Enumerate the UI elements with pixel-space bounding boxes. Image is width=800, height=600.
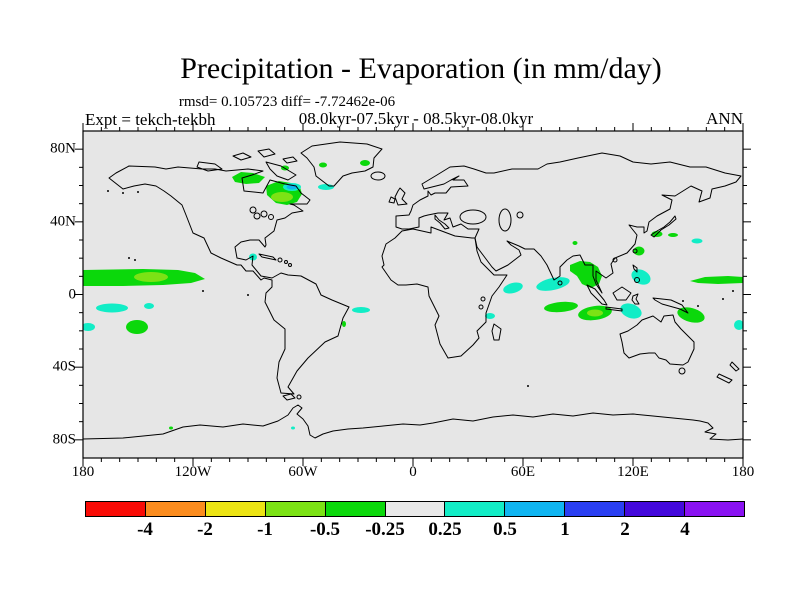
colorbar-boundary-label: -0.5 — [309, 519, 341, 540]
anomaly-region — [360, 160, 370, 166]
colorbar-cell — [684, 501, 745, 517]
world-map-svg — [73, 121, 753, 476]
colorbar-boundary-label: -0.25 — [365, 519, 405, 540]
lon-tick-label: 180 — [731, 464, 755, 480]
colorbar-boundary-label: 2 — [620, 519, 630, 540]
lon-tick-label: 60E — [510, 464, 536, 480]
anomaly-region — [692, 239, 703, 244]
colorbar-boundary-label: 0.25 — [428, 519, 462, 540]
colorbar-cell — [504, 501, 565, 517]
stats-line: rmsd= 0.105723 diff= -7.72462e-06 — [178, 94, 396, 110]
colorbar-cell — [325, 501, 386, 517]
colorbar-cell — [85, 501, 146, 517]
anomaly-region — [271, 192, 293, 202]
anomaly-region — [319, 163, 327, 168]
plot-title: Precipitation - Evaporation (in mm/day) — [180, 52, 662, 85]
lat-tick-label: 80N — [50, 140, 76, 157]
lon-tick-label: 0 — [409, 464, 417, 480]
lat-tick-label: 40S — [52, 358, 76, 375]
colorbar-cell — [265, 501, 326, 517]
season-label: ANN — [706, 109, 743, 128]
period-label: 08.0kyr-07.5kyr - 08.5kyr-08.0kyr — [298, 109, 534, 128]
anomaly-region — [668, 233, 678, 237]
anomaly-region — [573, 241, 578, 245]
experiment-label: Expt = tekch-tekbh — [85, 110, 216, 129]
anomaly-region — [587, 310, 603, 317]
colorbar-cell — [564, 501, 625, 517]
colorbar-boundary-label: -2 — [197, 519, 213, 540]
anomaly-region — [318, 184, 334, 190]
lat-tick-label: 40N — [50, 213, 76, 230]
colorbar-boundary-label: 0.5 — [493, 519, 517, 540]
lon-tick-label: 60W — [288, 464, 318, 480]
anomaly-region — [126, 320, 148, 334]
anomaly-region — [291, 427, 295, 430]
colorbar-cell — [624, 501, 685, 517]
colorbar — [85, 501, 745, 517]
colorbar-boundary-label: -4 — [137, 519, 153, 540]
lat-tick-label: 0 — [68, 286, 76, 302]
anomaly-region — [352, 307, 370, 313]
anomaly-region — [342, 321, 346, 327]
lat-tick-label: 80S — [52, 431, 76, 448]
lon-tick-label: 120W — [174, 464, 212, 480]
colorbar-cell — [205, 501, 266, 517]
colorbar-boundary-label: 1 — [560, 519, 570, 540]
lon-tick-label: 120E — [617, 464, 649, 480]
colorbar-cell — [444, 501, 505, 517]
anomaly-region — [634, 247, 645, 256]
lon-tick-label: 180 — [71, 464, 95, 480]
anomaly-region — [134, 272, 168, 282]
colorbar-boundary-label: 4 — [680, 519, 690, 540]
colorbar-cell — [385, 501, 446, 517]
colorbar-boundary-label: -1 — [257, 519, 273, 540]
map-background — [83, 131, 743, 458]
anomaly-region — [96, 304, 128, 313]
anomaly-region — [144, 303, 154, 309]
colorbar-cell — [145, 501, 206, 517]
anomaly-region — [169, 427, 173, 430]
